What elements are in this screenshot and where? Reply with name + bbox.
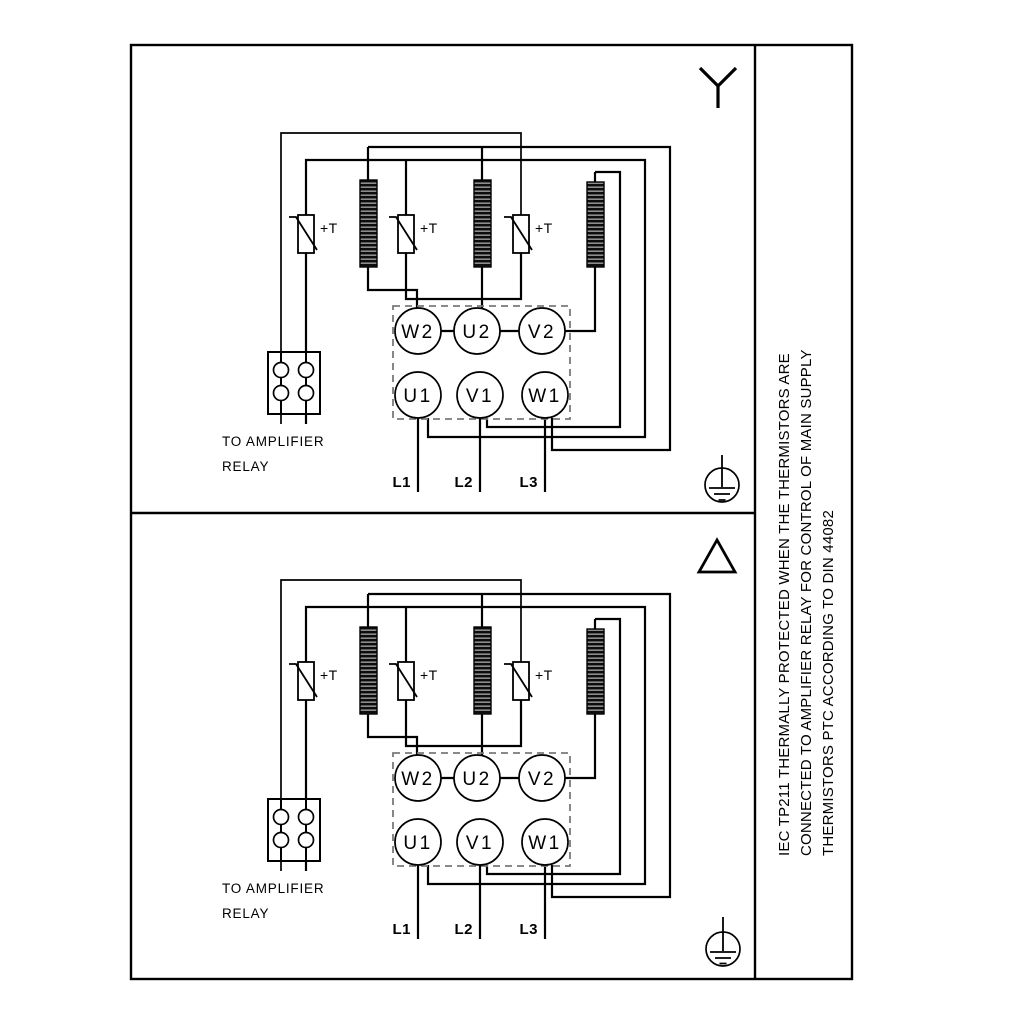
delta-connection-icon [699,540,735,572]
supply-label-l2: L2 [454,921,473,938]
supply-label-l3: L3 [519,921,538,938]
terminal-circles [395,308,568,418]
thermistor [289,215,338,253]
supply-label-l2: L2 [454,474,473,491]
terminal-label-u2: U2 [462,322,492,343]
supply-label-l1: L1 [392,921,411,938]
thermistor-label: +T [320,667,338,683]
terminal-label-w2: W2 [401,322,435,343]
terminal-label-w1: W1 [528,386,562,407]
relay-contact [274,386,289,401]
terminal-label-v2: V2 [527,322,557,343]
relay-note-line2: RELAY [222,906,270,921]
thermistor [389,215,438,253]
terminal-label-u2: U2 [462,769,492,790]
sidebar-note-line3: THERMISTORS PTC ACCORDING TO DIN 44082 [820,509,837,856]
winding-coil [360,627,377,714]
supply-label-l3: L3 [519,474,538,491]
relay-contact [274,833,289,848]
thermistor-label: +T [420,220,438,236]
thermistor [389,662,438,700]
supply-label-l1: L1 [392,474,411,491]
winding-coil [360,180,377,267]
ground-icon [705,455,739,502]
winding-coil [587,629,604,714]
terminal-label-w2: W2 [401,769,435,790]
relay-contact [299,833,314,848]
terminal-label-v2: V2 [527,769,557,790]
sidebar-note-line1: IEC TP211 THERMALLY PROTECTED WHEN THE THERMISTORS ARE [776,353,793,856]
sidebar-note-line2: CONNECTED TO AMPLIFIER RELAY FOR CONTROL OF MAIN SUPPLY [798,349,815,856]
winding-coil [474,180,491,267]
thermistor [504,662,553,700]
terminal-label-u1: U1 [403,386,433,407]
relay-note-line2: RELAY [222,459,270,474]
relay-terminal-box [268,799,320,861]
relay-contact [274,810,289,825]
thermistor [504,215,553,253]
terminal-label-v1: V1 [465,833,495,854]
thermistor [289,662,338,700]
relay-note-line1: TO AMPLIFIER [222,434,325,449]
winding-coil [474,627,491,714]
thermistor-label: +T [320,220,338,236]
relay-contact [299,810,314,825]
relay-contact [299,363,314,378]
thermistor-label: +T [420,667,438,683]
relay-contact [274,363,289,378]
panel-delta [222,580,670,939]
relay-contact [299,386,314,401]
thermistor-label: +T [535,220,553,236]
terminal-label-w1: W1 [528,833,562,854]
terminal-label-u1: U1 [403,833,433,854]
terminal-label-v1: V1 [465,386,495,407]
relay-terminal-box [268,352,320,414]
relay-note-line1: TO AMPLIFIER [222,881,325,896]
ground-icon [706,917,740,966]
panel-star [222,133,670,492]
thermistor-label: +T [535,667,553,683]
star-connection-icon [700,68,736,108]
sidebar-note [774,349,854,856]
terminal-circles [395,755,568,865]
winding-coil [587,182,604,267]
